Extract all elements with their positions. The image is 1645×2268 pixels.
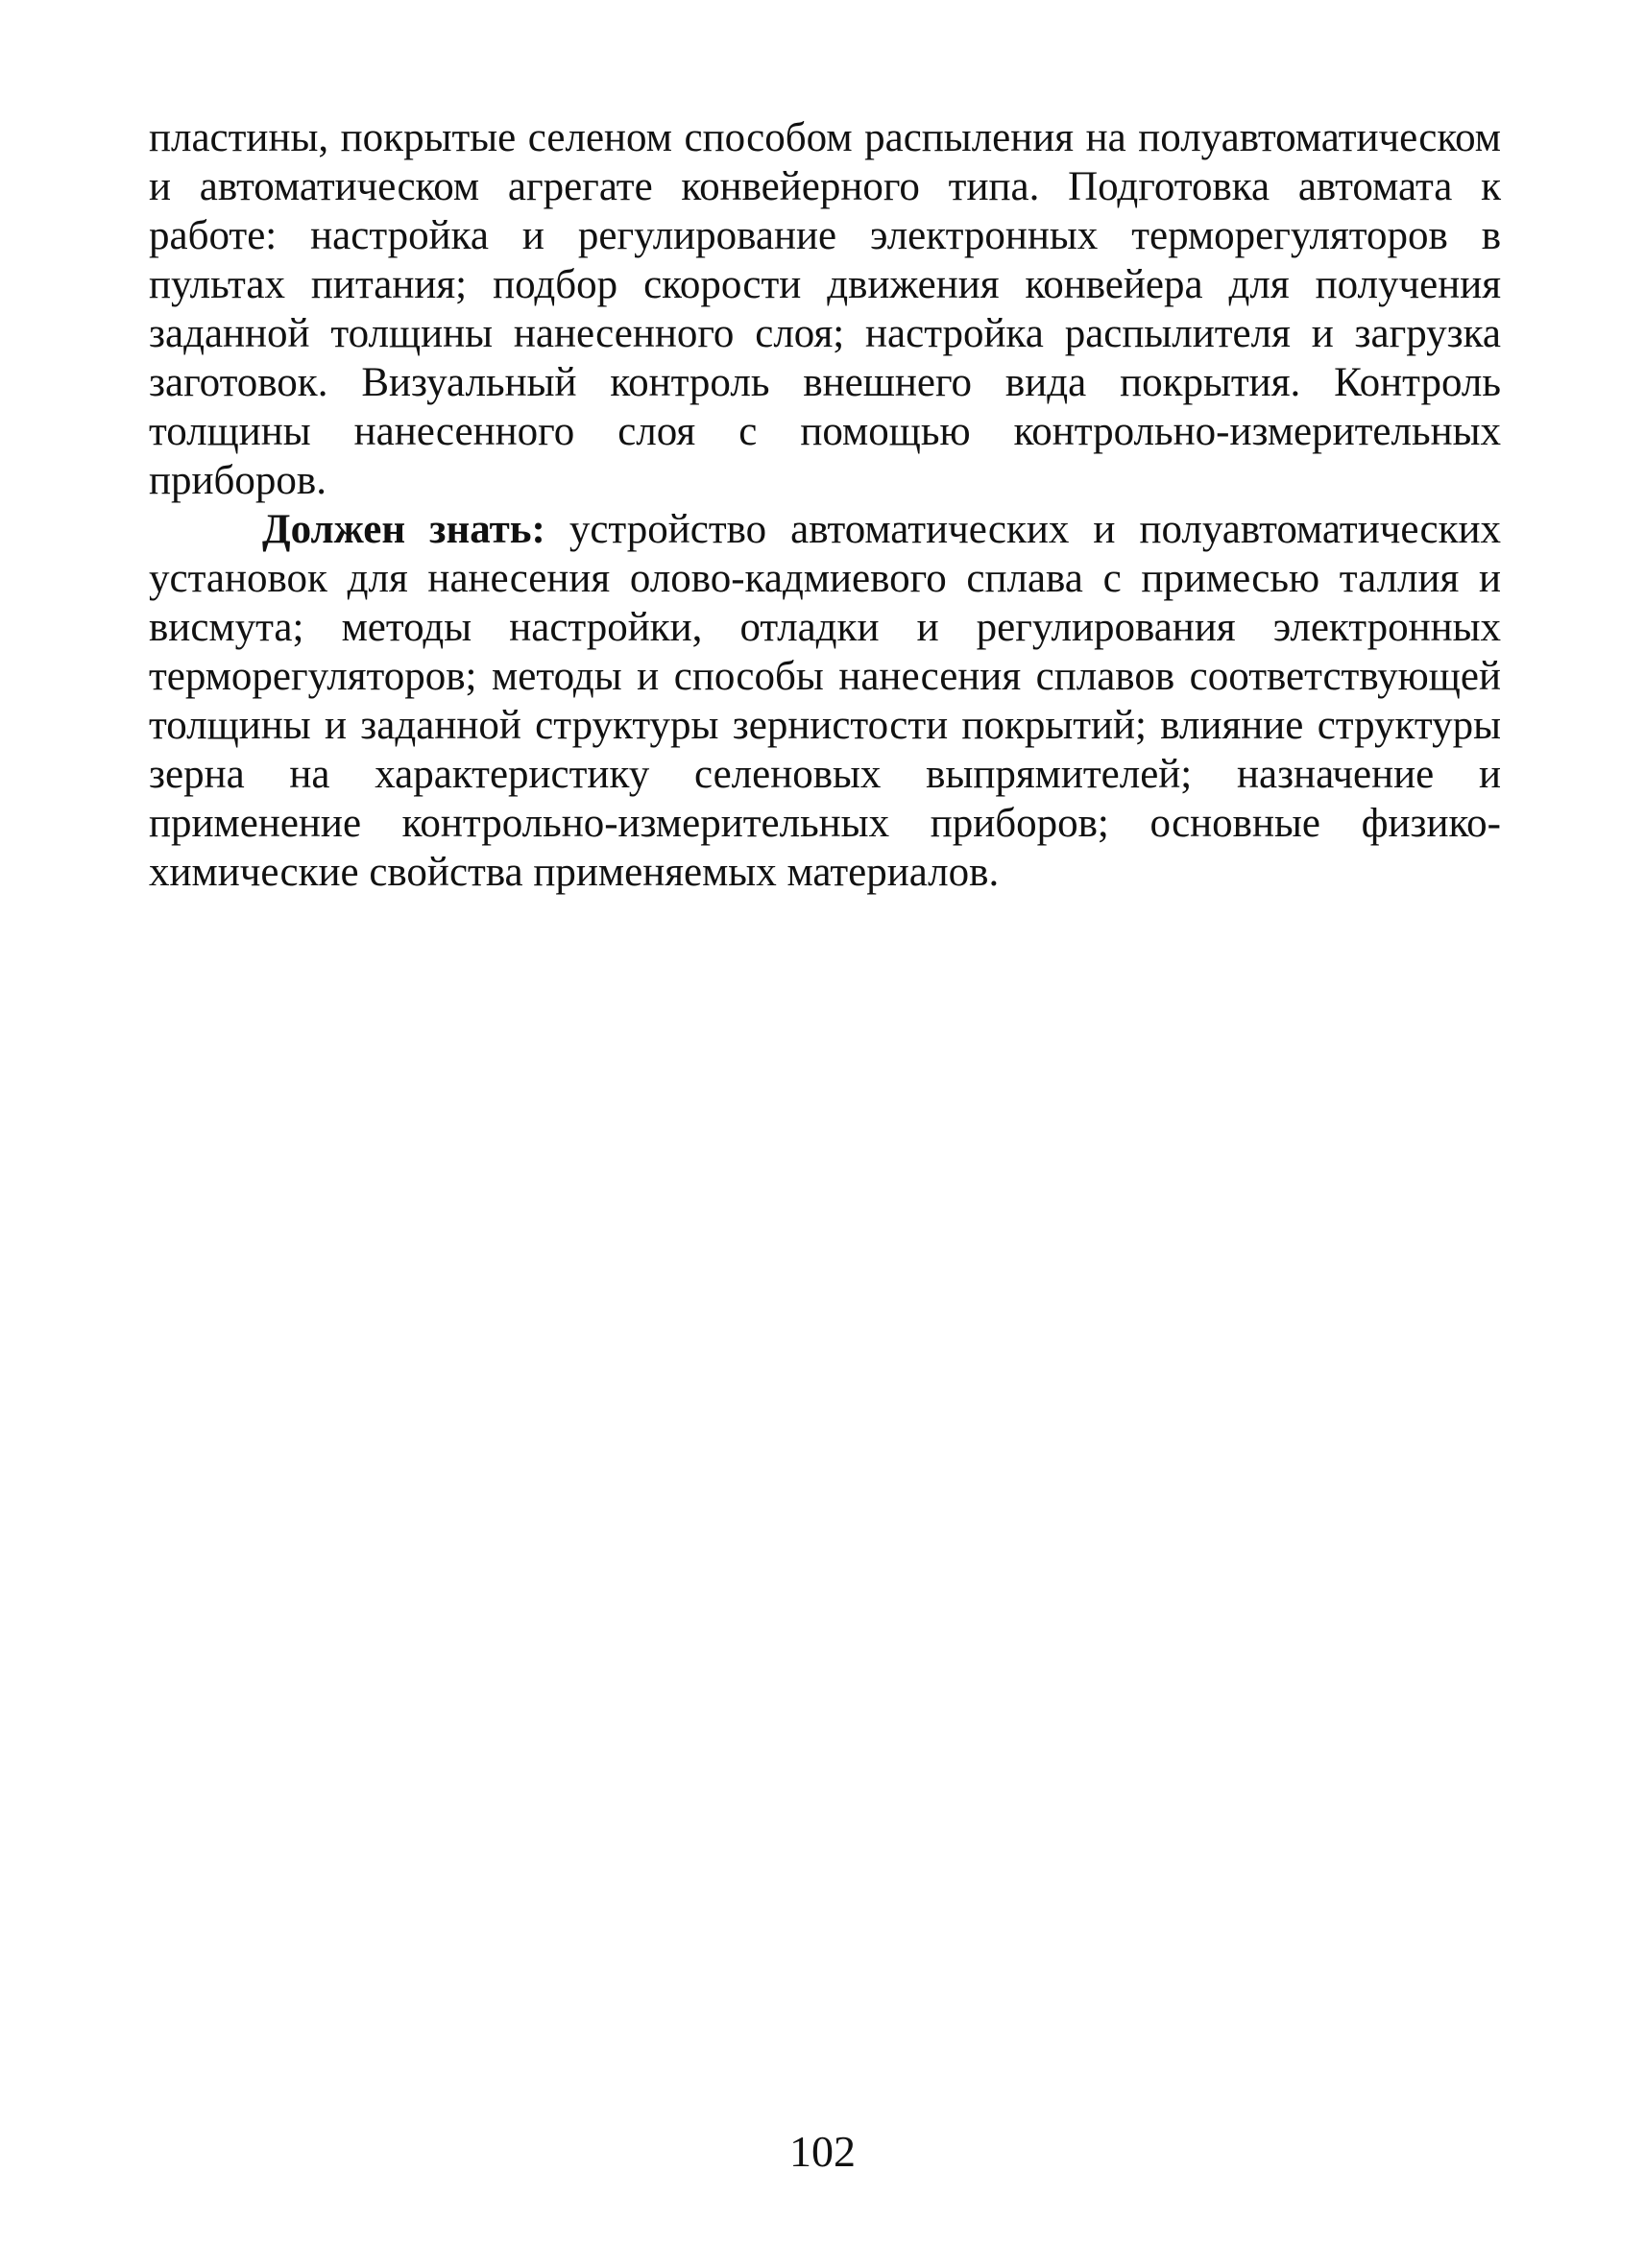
page-number: 102 <box>789 2127 856 2176</box>
paragraph-continuation: пластины, покрытые селеном способом распыления на полуавтоматическом и автоматическом агрегате конвейерного типа. Подготовка автомата к работе: настройка и регулирование электронных терморегуляторов в пультах питания; подбор скорости движения конвейера для получения заданной толщины нанесенного слоя; настройка распылителя и загрузка заготовок. Визуальный контроль внешнего вида покрытия. Контроль толщины нанесенного слоя с помощью контрольно-измерительных приборов. <box>149 115 1501 503</box>
paragraph-must-know <box>149 505 1501 897</box>
must-know-heading: Должен знать: <box>262 507 545 552</box>
body-text <box>149 113 1501 897</box>
must-know-text: устройство автоматических и полуавтоматических установок для нанесения олово-кадмиевого сплава с примесью таллия и висмута; методы настройки, отладки и регулирования электронных терморегуляторов; методы и способы нанесения сплавов соответствующей толщины и заданной структуры зернистости покрытий; влияние структуры зерна на характеристику селеновых выпрямителей; назначение и применение контрольно-измерительных приборов; основные физико-химические свойства применяемых материалов. <box>149 507 1501 895</box>
